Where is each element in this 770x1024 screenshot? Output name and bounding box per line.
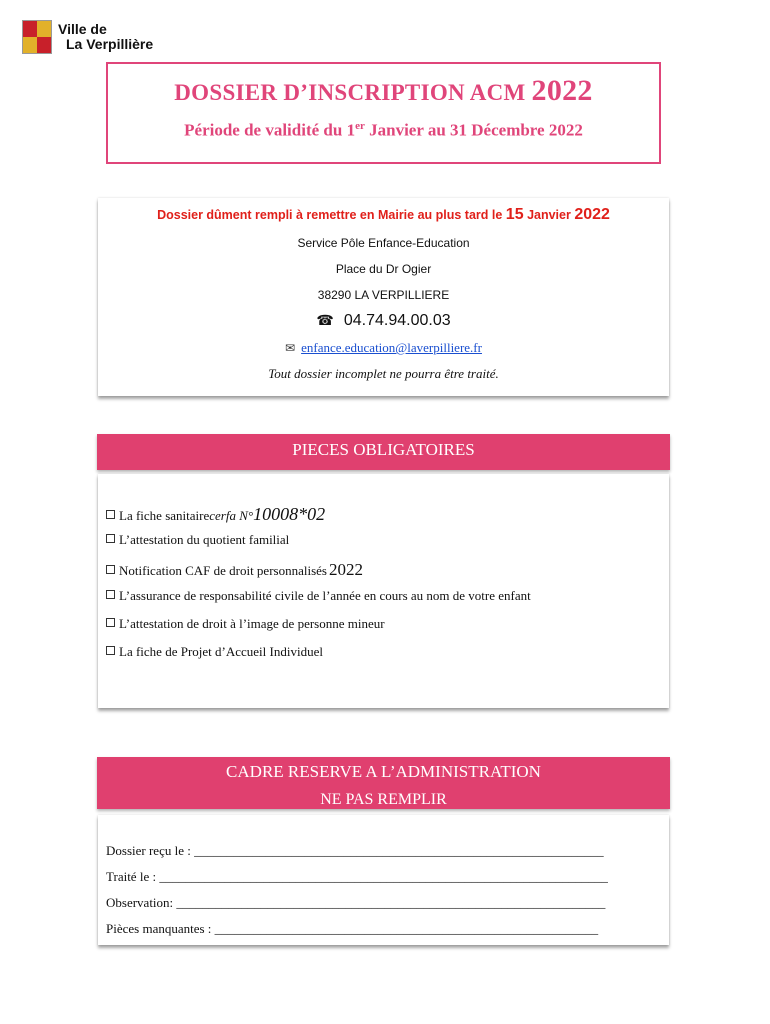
item-label: L’assurance de responsabilité civile de l’année en cours au nom de votre enfant bbox=[119, 588, 531, 603]
item-label: L’attestation de droit à l’image de personne mineur bbox=[119, 616, 385, 631]
admin-title: CADRE RESERVE A L’ADMINISTRATION bbox=[226, 762, 541, 781]
deadline-text: Dossier dûment rempli à remettre en Mairie au plus tard le bbox=[157, 208, 506, 222]
checkbox[interactable] bbox=[106, 618, 115, 627]
cerfa-number: 10008*02 bbox=[253, 504, 326, 524]
email-link[interactable]: enfance.education@laverpilliere.fr bbox=[301, 340, 482, 355]
item-label: La fiche sanitaire bbox=[119, 508, 210, 523]
checkbox[interactable] bbox=[106, 510, 115, 519]
service-name: Service Pôle Enfance-Education bbox=[297, 236, 470, 250]
required-documents-heading: PIECES OBLIGATOIRES bbox=[97, 434, 670, 470]
email-line bbox=[98, 340, 669, 356]
phone-number: 04.74.94.00.03 bbox=[343, 312, 451, 329]
item-label: Notification CAF de droit personnalisés bbox=[119, 563, 327, 578]
list-item bbox=[106, 504, 669, 532]
received-date-field[interactable]: Dossier reçu le : _______________________________________________________________ bbox=[106, 843, 604, 858]
list-item bbox=[106, 560, 669, 588]
phone-line bbox=[98, 312, 669, 330]
processed-field[interactable]: Traité le : _____________________________________________________________________ bbox=[106, 869, 608, 884]
city-logo bbox=[22, 20, 153, 54]
contact-info-card bbox=[98, 198, 669, 396]
checkbox[interactable] bbox=[106, 590, 115, 599]
admin-subtitle: NE PAS REMPLIR bbox=[320, 791, 447, 808]
deadline-day: 15 bbox=[505, 206, 524, 223]
validity-sup: er bbox=[355, 120, 365, 132]
required-documents-list bbox=[98, 474, 669, 708]
validity-period bbox=[108, 120, 659, 141]
list-item bbox=[106, 644, 669, 672]
envelope-icon: ✉ bbox=[285, 341, 296, 355]
deadline-month: Janvier bbox=[523, 208, 575, 222]
observation-field[interactable]: Observation: __________________________________________________________________ bbox=[106, 895, 606, 910]
checkbox[interactable] bbox=[106, 565, 115, 574]
admin-form-card bbox=[98, 815, 669, 945]
list-item bbox=[106, 532, 669, 560]
coat-of-arms-icon bbox=[22, 20, 52, 54]
item-label: La fiche de Projet d’Accueil Individuel bbox=[119, 644, 323, 659]
title-box bbox=[106, 62, 661, 164]
list-item bbox=[106, 588, 669, 616]
street-address: Place du Dr Ogier bbox=[335, 262, 432, 276]
title-year: 2022 bbox=[531, 74, 593, 107]
list-item bbox=[106, 616, 669, 644]
deadline-year: 2022 bbox=[574, 206, 610, 223]
missing-documents-field[interactable]: Pièces manquantes : ___________________________________________________________ bbox=[106, 921, 599, 936]
logo-text bbox=[58, 22, 153, 52]
admin-section-heading bbox=[97, 757, 670, 809]
checkbox[interactable] bbox=[106, 646, 115, 655]
item-label: L’attestation du quotient familial bbox=[119, 532, 290, 547]
city-address: 38290 LA VERPILLIERE bbox=[317, 288, 450, 302]
validity-end: Janvier au 31 Décembre 2022 bbox=[364, 120, 583, 140]
document-title bbox=[108, 74, 659, 108]
item-year: 2022 bbox=[328, 560, 363, 579]
cerfa-label: cerfa N° bbox=[209, 508, 254, 523]
logo-line1: Ville de bbox=[58, 21, 107, 37]
checkbox[interactable] bbox=[106, 534, 115, 543]
logo-line2: La Verpillière bbox=[66, 36, 154, 52]
phone-icon: ☎ bbox=[316, 312, 334, 328]
title-text: DOSSIER D’INSCRIPTION ACM bbox=[174, 80, 526, 105]
deadline-notice bbox=[98, 206, 669, 224]
incomplete-note: Tout dossier incomplet ne pourra être traité. bbox=[268, 366, 499, 381]
validity-start: Période de validité du 1 bbox=[184, 120, 356, 140]
